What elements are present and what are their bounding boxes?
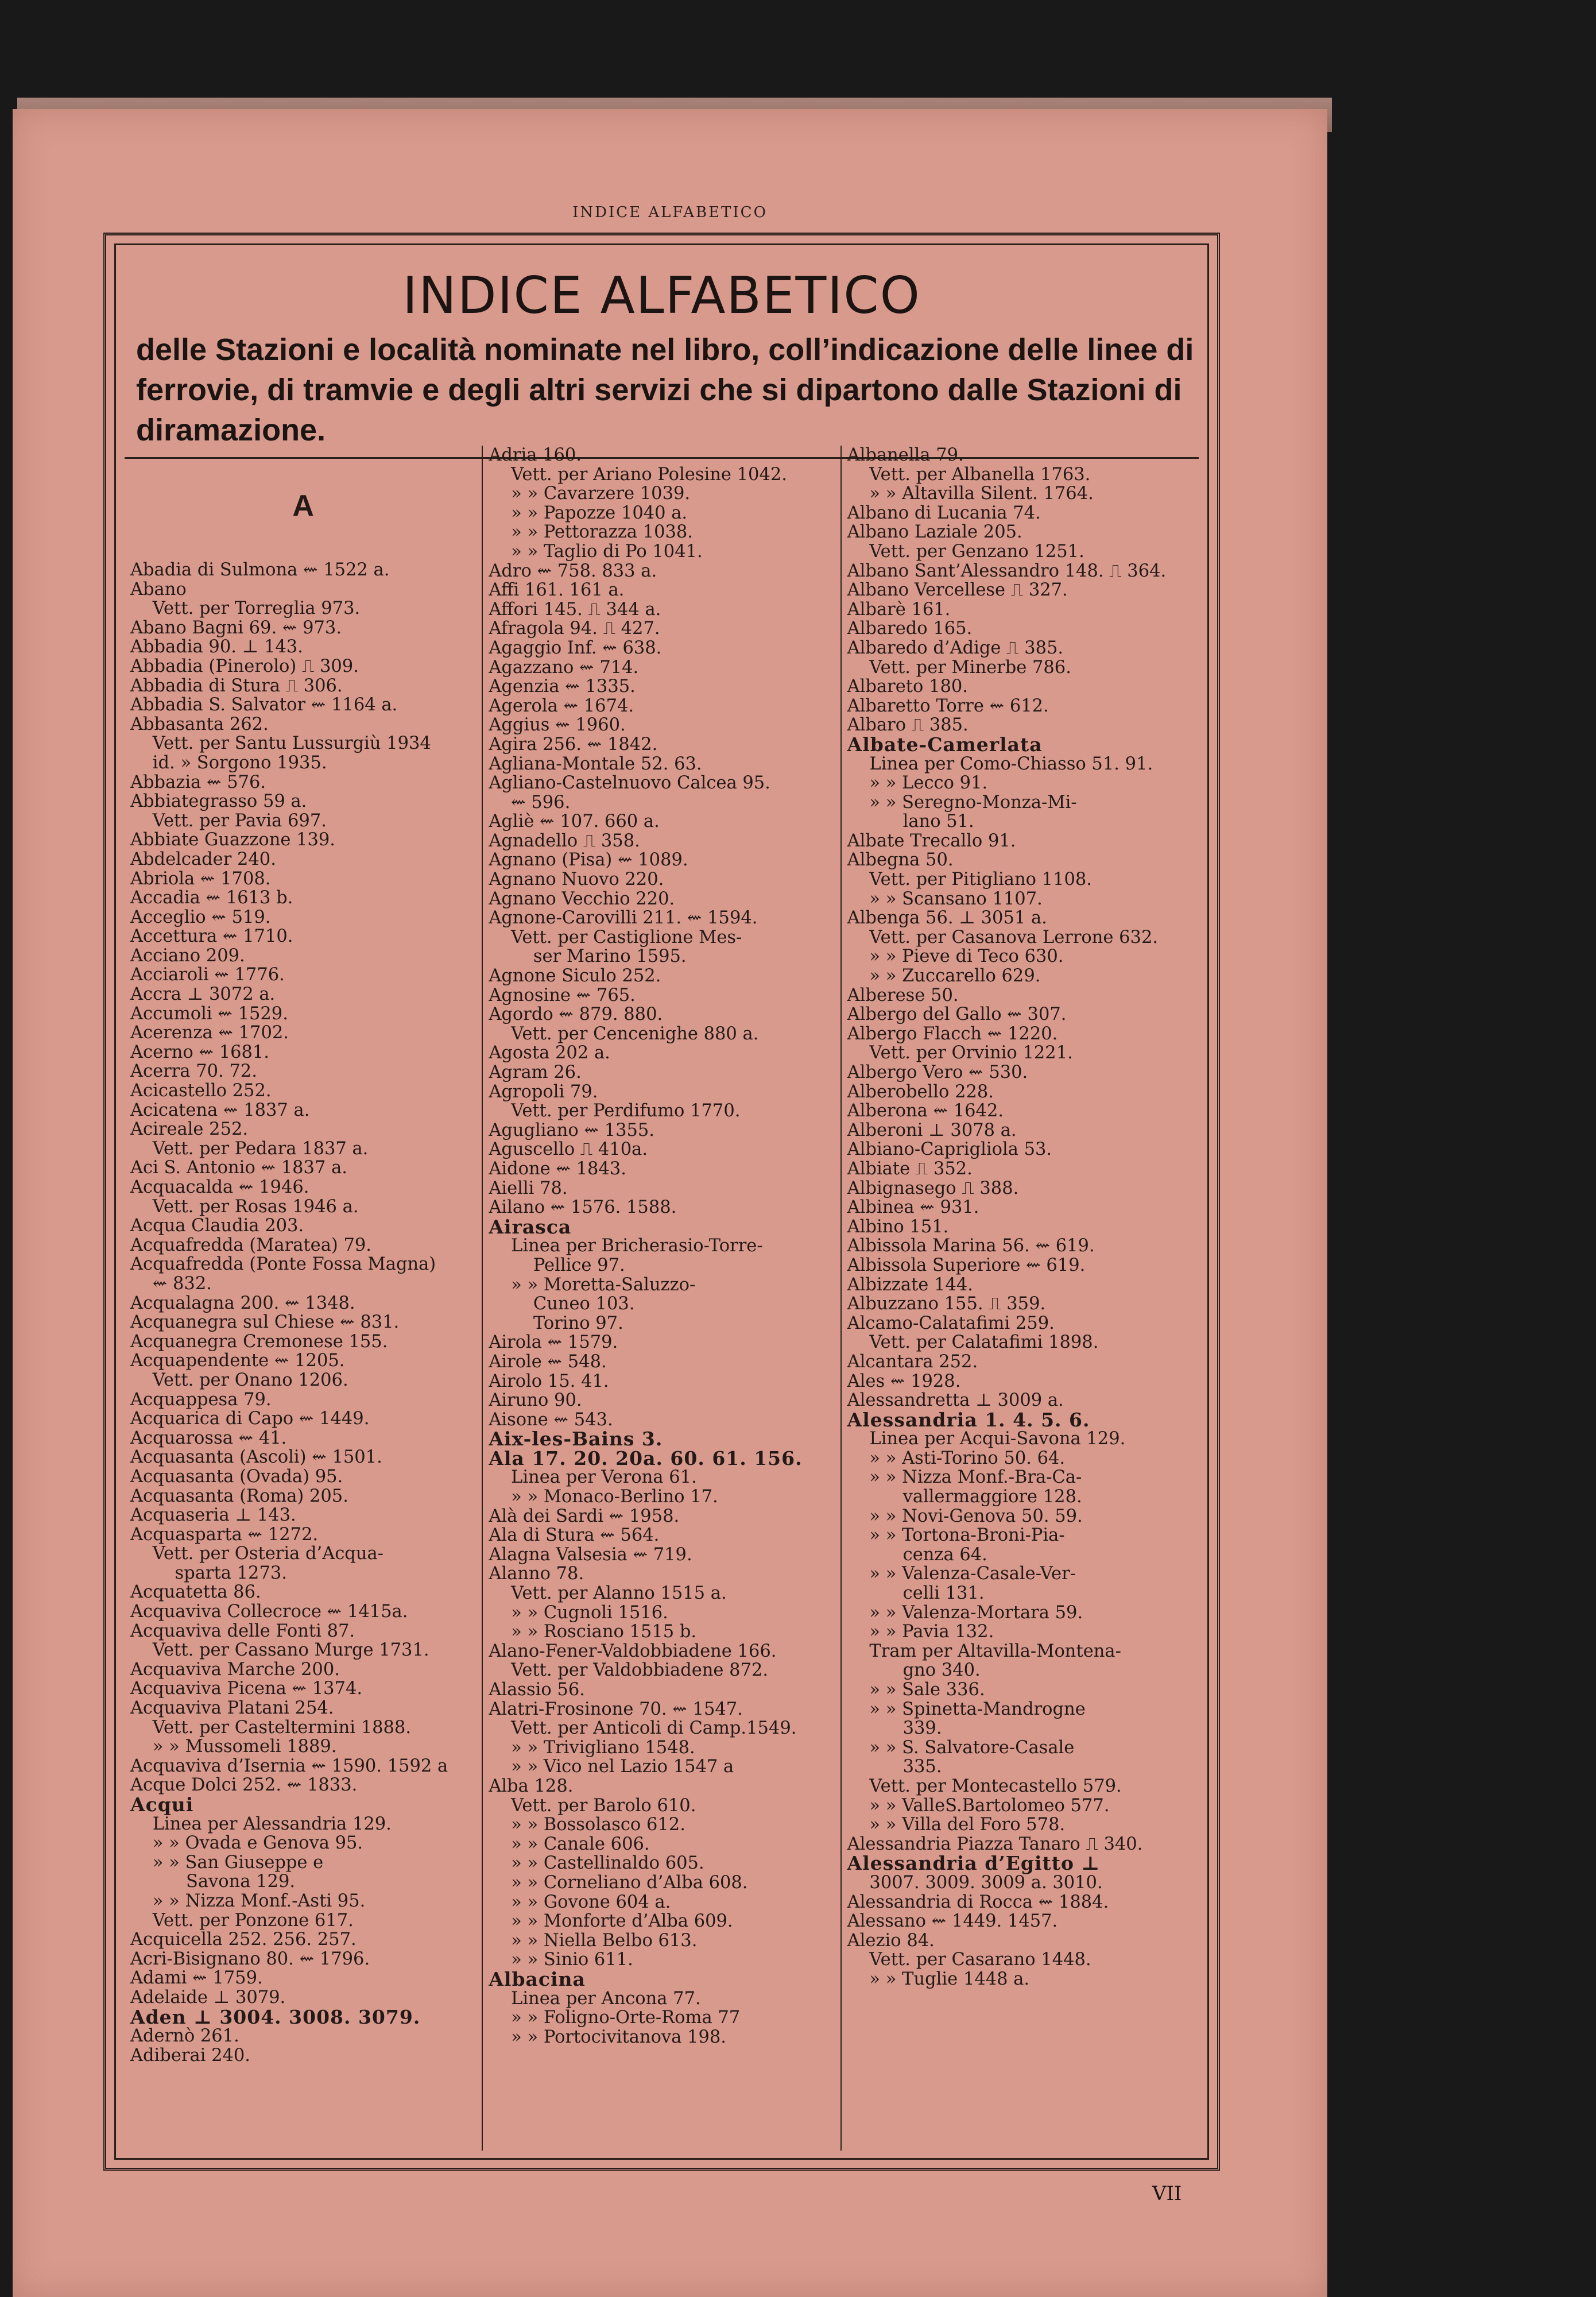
index-entry: Vett. per Albanella 1763. [847, 464, 1091, 485]
index-entry: » » Pieve di Teco 630. [847, 946, 1064, 967]
index-entry: Acquasanta (Roma) 205. [130, 1486, 348, 1506]
index-entry: Albarè 161. [847, 599, 951, 620]
index-entry: Airasca [489, 1215, 572, 1238]
index-entry: Linea per Acqui-Savona 129. [847, 1429, 1126, 1449]
index-column-1 [125, 446, 482, 2151]
index-entry: Acquaseria ⊥ 143. [130, 1505, 296, 1526]
index-entry: » » Sinio 611. [489, 1950, 633, 1970]
index-entry: Albaredo 165. [847, 618, 973, 639]
index-entry: Acquasparta ⇜ 1272. [130, 1524, 319, 1545]
index-entry: Agliè ⇜ 107. 660 a. [489, 811, 660, 832]
index-entry: Aielli 78. [489, 1178, 568, 1198]
index-entry: Acqui [130, 1793, 194, 1816]
index-entry: » » Scansano 1107. [847, 888, 1043, 909]
index-entry: Pellice 97. [489, 1255, 625, 1275]
index-entry: Agram 26. [489, 1062, 582, 1082]
page-number: VII [1152, 2182, 1182, 2205]
index-entry: Agordo ⇜ 879. 880. [489, 1004, 663, 1025]
index-entry: Albiano-Caprigliola 53. [847, 1139, 1052, 1160]
index-entry: Adami ⇜ 1759. [130, 1968, 263, 1989]
index-entry: » » ValleS.Bartolomeo 577. [847, 1795, 1110, 1816]
index-entry: Agnadello ⎍ 358. [489, 830, 640, 851]
index-entry: Agliana-Montale 52. 63. [489, 753, 702, 774]
index-entry: Acquafredda (Maratea) 79. [130, 1235, 371, 1255]
index-entry: » » Monaco-Berlino 17. [489, 1487, 718, 1507]
index-entry: Alagna Valsesia ⇜ 719. [489, 1544, 692, 1565]
index-entry: Acquacalda ⇜ 1946. [130, 1177, 309, 1197]
index-entry: » » San Giuseppe e [130, 1852, 324, 1873]
index-entry: Acicastello 252. [130, 1081, 272, 1101]
index-entry: Vett. per Minerbe 786. [847, 657, 1071, 678]
index-title: INDICE ALFABETICO [402, 266, 921, 325]
index-entry: Acireale 252. [130, 1119, 249, 1140]
index-entry: Vett. per Orvinio 1221. [847, 1043, 1073, 1064]
index-entry: Aggius ⇜ 1960. [489, 715, 626, 736]
index-entry: Tram per Altavilla-Montena- [847, 1641, 1121, 1661]
index-entry: Albano Laziale 205. [847, 522, 1022, 543]
index-entry: Agnano Nuovo 220. [489, 869, 664, 890]
index-entry: Vett. per Torreglia 973. [130, 598, 361, 619]
index-entry: Vett. per Pedara 1837 a. [130, 1138, 369, 1159]
index-entry: Vett. per Casanova Lerrone 632. [847, 927, 1159, 948]
index-entry: ⇜ 832. [130, 1273, 212, 1294]
index-entry: Acciano 209. [130, 945, 245, 966]
index-entry: Agnano Vecchio 220. [489, 888, 675, 909]
index-entry: Aisone ⇜ 543. [489, 1409, 613, 1430]
index-entry: Vett. per Calatafimi 1898. [847, 1332, 1099, 1353]
running-head: INDICE ALFABETICO [572, 204, 768, 221]
index-entry: Aci S. Antonio ⇜ 1837 a. [130, 1158, 347, 1178]
index-entry: » » Tortona-Broni-Pia- [847, 1525, 1065, 1546]
index-entry: » » Cugnoli 1516. [489, 1602, 668, 1623]
index-entry: Vett. per Casarano 1448. [847, 1950, 1091, 1970]
index-entry: Agnano (Pisa) ⇜ 1089. [489, 850, 688, 871]
index-entry: Vett. per Barolo 610. [489, 1795, 696, 1816]
index-entry: Linea per Ancona 77. [489, 1988, 701, 2009]
index-entry: Vett. per Genzano 1251. [847, 541, 1084, 562]
index-entry: Linea per Verona 61. [489, 1467, 697, 1488]
index-entry: Alessano ⇜ 1449. 1457. [847, 1911, 1058, 1932]
index-entry: » » Portocivitanova 198. [489, 2027, 726, 2047]
index-entry: Alberona ⇜ 1642. [847, 1101, 1004, 1122]
index-entry: Acquarossa ⇜ 41. [130, 1428, 287, 1448]
index-entry: Airola ⇜ 1579. [489, 1332, 618, 1353]
index-entry: Acquaviva d’Isernia ⇜ 1590. 1592 a [130, 1755, 448, 1776]
index-entry: Vett. per Rosas 1946 a. [130, 1196, 359, 1217]
index-entry: ⇜ 596. [489, 792, 571, 813]
index-entry: lano 51. [847, 811, 974, 832]
index-entry: Albareto 180. [847, 676, 968, 697]
index-entry: » » Moretta-Saluzzo- [489, 1274, 696, 1295]
index-entry: Acri-Bisignano 80. ⇜ 1796. [130, 1948, 370, 1969]
index-entry: » » Pettorazza 1038. [489, 522, 693, 543]
index-entry: » » Spinetta-Mandrogne [847, 1699, 1086, 1719]
index-entry: » » Bossolasco 612. [489, 1815, 685, 1835]
index-entry: Acque Dolci 252. ⇜ 1833. [130, 1775, 358, 1796]
index-entry: » » Ovada e Genova 95. [130, 1833, 363, 1854]
index-entry: Abbadia S. Salvator ⇜ 1164 a. [130, 695, 398, 716]
index-entry: » » Rosciano 1515 b. [489, 1622, 697, 1642]
index-entry: Albignasego ⎍ 388. [847, 1178, 1019, 1198]
index-entry: Acqualagna 200. ⇜ 1348. [130, 1293, 355, 1313]
index-entry: Alessandria di Rocca ⇜ 1884. [847, 1892, 1109, 1912]
index-entry: Abbiate Guazzone 139. [130, 830, 336, 850]
index-entry: Linea per Alessandria 129. [130, 1813, 392, 1834]
index-entry: Acicatena ⇜ 1837 a. [130, 1100, 310, 1120]
index-entry: Ala 17. 20. 20a. 60. 61. 156. [489, 1447, 803, 1470]
index-entry: Vett. per Cassano Murge 1731. [130, 1640, 429, 1661]
index-entry: Abbazia ⇜ 576. [130, 772, 266, 792]
index-entry: Alà dei Sardi ⇜ 1958. [489, 1506, 680, 1526]
index-entry: Agosta 202 a. [489, 1043, 610, 1064]
index-entry: Agazzano ⇜ 714. [489, 657, 639, 678]
index-entry: cenza 64. [847, 1544, 987, 1565]
index-entry: Alassio 56. [489, 1680, 585, 1700]
index-entry: Vett. per Cencenighe 880 a. [489, 1023, 759, 1044]
index-entry: Albergo Vero ⇜ 530. [847, 1062, 1028, 1082]
index-entry: celli 131. [847, 1583, 985, 1604]
index-entry: Agnone Siculo 252. [489, 966, 661, 987]
index-entry: Vett. per Ariano Polesine 1042. [489, 464, 787, 485]
index-entry: Adro ⇜ 758. 833 a. [489, 560, 657, 581]
index-entry: Alessandria 1. 4. 5. 6. [847, 1408, 1090, 1431]
index-entry: » » Seregno-Monza-Mi- [847, 792, 1077, 813]
index-entry: Alberoni ⊥ 3078 a. [847, 1120, 1017, 1140]
index-entry: Ales ⇜ 1928. [847, 1371, 961, 1391]
index-entry: Albenga 56. ⊥ 3051 a. [847, 908, 1047, 929]
index-entry: Agerola ⇜ 1674. [489, 695, 634, 716]
index-entry: Abbadia 90. ⊥ 143. [130, 637, 303, 658]
index-entry: Acquanegra Cremonese 155. [130, 1331, 388, 1352]
index-entry: Albano di Lucania 74. [847, 502, 1041, 523]
index-entry: » » Vico nel Lazio 1547 a [489, 1757, 734, 1777]
index-entry: Vett. per Montecastello 579. [847, 1776, 1122, 1796]
index-entry: Acquapendente ⇜ 1205. [130, 1351, 345, 1371]
index-entry: » » Trivigliano 1548. [489, 1737, 695, 1758]
index-entry: Accettura ⇜ 1710. [130, 926, 293, 947]
index-entry: Affori 145. ⎍ 344 a. [489, 599, 661, 620]
index-entry: Abbiategrasso 59 a. [130, 791, 307, 812]
index-frame [103, 233, 1220, 2171]
section-letter: A [292, 489, 314, 523]
index-entry: Albergo Flacch ⇜ 1220. [847, 1023, 1058, 1044]
index-entry: Albiate ⎍ 352. [847, 1158, 973, 1179]
index-entry: Acerenza ⇜ 1702. [130, 1023, 289, 1043]
index-entry: » » Canale 606. [489, 1834, 650, 1854]
index-entry: » » Taglio di Po 1041. [489, 541, 703, 562]
index-entry: Vett. per Osteria d’Acqua- [130, 1544, 383, 1564]
index-entry: » » Cavarzere 1039. [489, 484, 691, 504]
index-entry: Albegna 50. [847, 850, 954, 871]
index-entry: » » Castellinaldo 605. [489, 1853, 704, 1874]
index-entry: » » Altavilla Silent. 1764. [847, 484, 1094, 504]
index-entry: » » Valenza-Casale-Ver- [847, 1564, 1076, 1584]
index-entry: » » Foligno-Orte-Roma 77 [489, 2008, 741, 2028]
index-entry: Alessandria Piazza Tanaro ⎍ 340. [847, 1834, 1143, 1854]
index-entry: Albano Sant’Alessandro 148. ⎍ 364. [847, 560, 1167, 581]
index-entry: Acquafredda (Ponte Fossa Magna) [130, 1254, 436, 1275]
index-entry: Vett. per Perdifumo 1770. [489, 1101, 741, 1122]
index-entry: Airuno 90. [489, 1390, 582, 1411]
index-entry: » » Nizza Monf.-Asti 95. [130, 1890, 366, 1911]
index-entry: Alanno 78. [489, 1564, 584, 1584]
index-entry: gno 340. [847, 1660, 981, 1681]
index-entry: Vett. per Casteltermini 1888. [130, 1717, 412, 1738]
index-entry: » » Govone 604 a. [489, 1892, 671, 1912]
index-entry: Ailano ⇜ 1576. 1588. [489, 1197, 677, 1218]
index-entry: Albissola Marina 56. ⇜ 619. [847, 1236, 1095, 1256]
index-entry: Aden ⊥ 3004. 3008. 3079. [130, 2005, 421, 2028]
index-entry: Acquaviva delle Fonti 87. [130, 1621, 355, 1641]
index-entry: Albanella 79. [847, 446, 964, 465]
index-entry: Albissola Superiore ⇜ 619. [847, 1255, 1086, 1275]
index-entry: » » Villa del Foro 578. [847, 1815, 1066, 1835]
index-entry: Acquaviva Picena ⇜ 1374. [130, 1679, 363, 1699]
index-entry: Agliano-Castelnuovo Calcea 95. [489, 773, 770, 794]
index-entry: Agnosine ⇜ 765. [489, 985, 636, 1006]
index-entry: 339. [847, 1718, 942, 1739]
index-entry: Albino 151. [847, 1216, 949, 1237]
index-entry: Acceglio ⇜ 519. [130, 907, 271, 927]
index-entry: Agropoli 79. [489, 1081, 598, 1102]
index-entry: Albinea ⇜ 931. [847, 1197, 979, 1218]
index-entry: Vett. per Ponzone 617. [130, 1910, 354, 1931]
index-subtitle: delle Stazioni e località nominate nel libro, coll’indicazione delle linee di ferrovie, di tramvie e degli altri servizi che si dipartono dalle Stazioni di diramazione. [136, 332, 1194, 447]
index-entry: Vett. per Anticoli di Camp.1549. [489, 1718, 797, 1739]
index-entry: Vett. per Santu Lussurgiù 1934 [130, 733, 431, 754]
index-column-3 [840, 446, 1199, 2151]
index-entry: » » Valenza-Mortara 59. [847, 1602, 1083, 1623]
index-columns [125, 446, 1199, 2151]
index-entry: Abano Bagni 69. ⇜ 973. [130, 617, 342, 638]
index-entry: Accadia ⇜ 1613 b. [130, 888, 293, 908]
index-entry: Vett. per Pitigliano 1108. [847, 869, 1092, 890]
index-entry: Abano [130, 579, 187, 600]
index-entry: Abbasanta 262. [130, 714, 269, 734]
index-entry: Acquasanta (Ascoli) ⇜ 1501. [130, 1447, 382, 1468]
index-entry: Accra ⊥ 3072 a. [130, 984, 276, 1005]
index-entry: Adernò 261. [130, 2026, 239, 2047]
index-entry: Adiberai 240. [130, 2045, 251, 2066]
index-entry: Acqua Claudia 203. [130, 1216, 304, 1236]
index-entry: Alcamo-Calatafimi 259. [847, 1313, 1055, 1333]
index-entry: » » Sale 336. [847, 1680, 985, 1700]
index-entry: 335. [847, 1757, 942, 1777]
index-entry: » » Tuglie 1448 a. [847, 1969, 1030, 1989]
index-entry: Abbadia (Pinerolo) ⎍ 309. [130, 656, 359, 676]
index-entry: Afragola 94. ⎍ 427. [489, 618, 660, 639]
book-page [13, 109, 1327, 2297]
index-inner [125, 253, 1199, 2151]
index-entry: » » Novi-Genova 50. 59. [847, 1506, 1083, 1526]
index-entry: Agenzia ⇜ 1335. [489, 676, 636, 697]
index-entry: Agira 256. ⇜ 1842. [489, 734, 658, 755]
index-entry: Agugliano ⇜ 1355. [489, 1120, 655, 1140]
index-entry: Alberobello 228. [847, 1081, 994, 1102]
index-entry: Abriola ⇜ 1708. [130, 868, 271, 889]
index-entry: sparta 1273. [130, 1563, 287, 1583]
index-entry: Acerra 70. 72. [130, 1061, 257, 1082]
index-entry: Aix-les-Bains 3. [489, 1428, 663, 1451]
index-entry: vallermaggiore 128. [847, 1487, 1082, 1507]
index-entry: Abadia di Sulmona ⇜ 1522 a. [130, 560, 390, 580]
index-entry: Alcantara 252. [847, 1351, 978, 1372]
index-entry: Torino 97. [489, 1313, 623, 1333]
index-entry: Linea per Bricherasio-Torre- [489, 1236, 763, 1256]
index-entry: Acquaviva Platani 254. [130, 1698, 334, 1719]
index-entry: » » Lecco 91. [847, 773, 988, 794]
index-entry: Albergo del Gallo ⇜ 307. [847, 1004, 1067, 1025]
index-entry: Affi 161. 161 a. [489, 580, 625, 601]
index-entry: » » Mussomeli 1889. [130, 1737, 337, 1757]
index-entry: Abbadia di Stura ⎍ 306. [130, 675, 343, 696]
index-entry: Agaggio Inf. ⇜ 638. [489, 637, 662, 658]
index-entry: Acquappesa 79. [130, 1389, 272, 1410]
index-entry: Acquicella 252. 256. 257. [130, 1929, 357, 1950]
index-entry: » » Pavia 132. [847, 1622, 994, 1642]
index-entry: Airolo 15. 41. [489, 1371, 609, 1391]
index-entry: Vett. per Valdobbiadene 872. [489, 1660, 769, 1681]
index-entry: Aguscello ⎍ 410a. [489, 1139, 648, 1160]
index-entry: Albate-Camerlata [847, 733, 1043, 756]
index-entry: » » Corneliano d’Alba 608. [489, 1872, 748, 1893]
index-column-2 [482, 446, 840, 2151]
index-entry: » » Monforte d’Alba 609. [489, 1911, 733, 1932]
index-entry: Vett. per Pavia 697. [130, 810, 327, 831]
index-entry: Linea per Como-Chiasso 51. 91. [847, 753, 1153, 774]
index-entry: Acquaviva Collecroce ⇜ 1415a. [130, 1602, 408, 1622]
index-entry: Alessandretta ⊥ 3009 a. [847, 1390, 1064, 1411]
index-entry: Adelaide ⊥ 3079. [130, 1987, 286, 2008]
index-entry: Acciaroli ⇜ 1776. [130, 965, 285, 985]
index-entry: » » S. Salvatore-Casale [847, 1737, 1075, 1758]
index-entry: Alba 128. [489, 1776, 574, 1796]
index-entry: Alezio 84. [847, 1930, 935, 1951]
index-entry: Vett. per Castiglione Mes- [489, 927, 742, 948]
index-entry: Albuzzano 155. ⎍ 359. [847, 1294, 1046, 1314]
index-entry: Albizzate 144. [847, 1274, 973, 1295]
index-entry: 3007. 3009. 3009 a. 3010. [847, 1872, 1103, 1893]
index-entry: Alberese 50. [847, 985, 959, 1006]
index-entry: ser Marino 1595. [489, 946, 687, 967]
index-entry: Albaredo d’Adige ⎍ 385. [847, 637, 1064, 658]
index-entry: Adria 160. [489, 446, 582, 465]
index-entry: Albate Trecallo 91. [847, 830, 1016, 851]
index-entry: Albaro ⎍ 385. [847, 715, 969, 736]
index-entry: » » Asti-Torino 50. 64. [847, 1448, 1066, 1468]
index-entry: Accumoli ⇜ 1529. [130, 1003, 288, 1024]
index-entry: Acerno ⇜ 1681. [130, 1042, 270, 1062]
index-entry: Aidone ⇜ 1843. [489, 1158, 626, 1179]
index-entry: Acquarica di Capo ⇜ 1449. [130, 1409, 370, 1429]
index-entry: Ala di Stura ⇜ 564. [489, 1525, 660, 1546]
index-entry: » » Niella Belbo 613. [489, 1930, 698, 1951]
index-entry: Alatri-Frosinone 70. ⇜ 1547. [489, 1699, 743, 1719]
index-entry: » » Nizza Monf.-Bra-Ca- [847, 1467, 1082, 1488]
index-entry: Cuneo 103. [489, 1294, 635, 1314]
index-entry: Vett. per Onano 1206. [130, 1370, 348, 1390]
index-entry: Albano Vercellese ⎍ 327. [847, 580, 1068, 601]
index-entry: Savona 129. [130, 1871, 296, 1892]
index-entry: Alano-Fener-Valdobbiadene 166. [489, 1641, 777, 1661]
index-entry: Agnone-Carovilli 211. ⇜ 1594. [489, 908, 758, 929]
index-entry: Abdelcader 240. [130, 849, 276, 869]
index-entry: Acquasanta (Ovada) 95. [130, 1466, 343, 1487]
index-entry: Vett. per Alanno 1515 a. [489, 1583, 727, 1604]
index-entry: Albaretto Torre ⇜ 612. [847, 695, 1049, 716]
index-entry: » » Papozze 1040 a. [489, 502, 688, 523]
index-entry: Alessandria d’Egitto ⊥ [847, 1852, 1101, 1875]
index-entry: Albacina [489, 1967, 586, 1990]
index-entry: Acquanegra sul Chiese ⇜ 831. [130, 1312, 400, 1333]
index-entry: Airole ⇜ 548. [489, 1351, 607, 1372]
index-entry: Acquaviva Marche 200. [130, 1659, 340, 1680]
index-entry: » » Zuccarello 629. [847, 966, 1041, 987]
index-entry: id. » Sorgono 1935. [130, 752, 327, 773]
index-entry: Acquatetta 86. [130, 1582, 261, 1603]
